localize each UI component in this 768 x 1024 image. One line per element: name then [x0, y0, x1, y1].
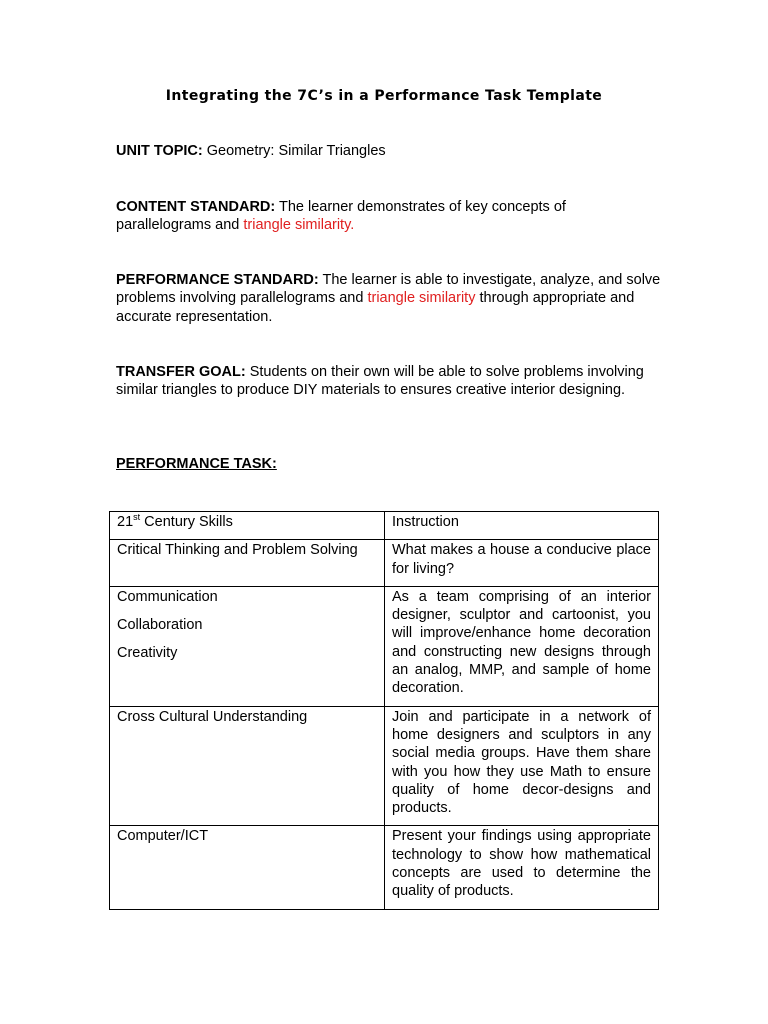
performance-standard-label: PERFORMANCE STANDARD:: [116, 272, 319, 288]
content-standard: [116, 198, 661, 235]
instruction-cell: Present your findings using appropriate technology to show how mathematical concepts are used to determine the quality of products.: [385, 826, 659, 909]
performance-standard-text: The learner is able to investigate, analyze, and solve problems involving parallelograms and: [116, 272, 661, 307]
skills-cell: [110, 586, 385, 706]
skills-table: [109, 511, 659, 910]
instruction-cell: As a team comprising of an interior designer, sculptor and cartoonist, you will improve/enhance home decoration and constructing new designs through an analog, MMP, and sample of home decoration.: [385, 586, 659, 706]
header-instruction-cell: Instruction: [385, 512, 659, 540]
content-standard-highlight: triangle similarity.: [243, 217, 355, 234]
content-standard-label: CONTENT STANDARD:: [116, 199, 276, 215]
performance-standard-highlight: triangle similarity: [367, 290, 476, 307]
instruction-cell: What makes a house a conducive place for living?: [385, 540, 659, 587]
table-row: [110, 586, 659, 706]
table-row: [110, 826, 659, 909]
unit-topic-label: UNIT TOPIC:: [116, 143, 203, 159]
skills-cell: [110, 826, 385, 909]
transfer-goal: [116, 363, 661, 400]
transfer-goal-label: TRANSFER GOAL:: [116, 364, 246, 380]
performance-task-heading: [116, 455, 661, 473]
document-title: Integrating the 7C’s in a Performance Task Template: [165, 88, 603, 104]
skills-cell: [110, 540, 385, 587]
content-standard-text: The learner demonstrates of key concepts of parallelograms and: [116, 199, 566, 234]
performance-task-label: PERFORMANCE TASK:: [116, 456, 277, 472]
unit-topic-text: Geometry: Similar Triangles: [202, 143, 386, 159]
skill-item: Cross Cultural Understanding: [117, 708, 308, 725]
header-skills-sup: st: [133, 512, 141, 522]
transfer-goal-text: Students on their own will be able to solve problems involving similar triangles to produce DIY materials to ensures creative interior designing.: [116, 364, 644, 399]
header-skills-cell: [110, 512, 385, 540]
performance-standard: [116, 271, 661, 326]
unit-topic: [116, 142, 661, 160]
header-skills-suffix: Century Skills: [140, 514, 233, 530]
skill-item: Critical Thinking and Problem Solving: [117, 542, 358, 559]
skill-item: Collaboration: [117, 617, 203, 634]
skill-item: Creativity: [117, 645, 178, 662]
skill-item: Computer/ICT: [117, 828, 209, 845]
table-row: [110, 540, 659, 587]
skill-item: Communication: [117, 588, 218, 605]
table-header-row: [110, 512, 659, 540]
instruction-cell: Join and participate in a network of home designers and sculptors in any social media groups. Have them share with you how they use Math to ensure quality of home decor-designs and products.: [385, 706, 659, 826]
skills-cell: [110, 706, 385, 826]
table-row: [110, 706, 659, 826]
performance-standard-text-after: through appropriate and accurate representation.: [116, 290, 635, 325]
header-skills-prefix: 21: [117, 514, 134, 530]
